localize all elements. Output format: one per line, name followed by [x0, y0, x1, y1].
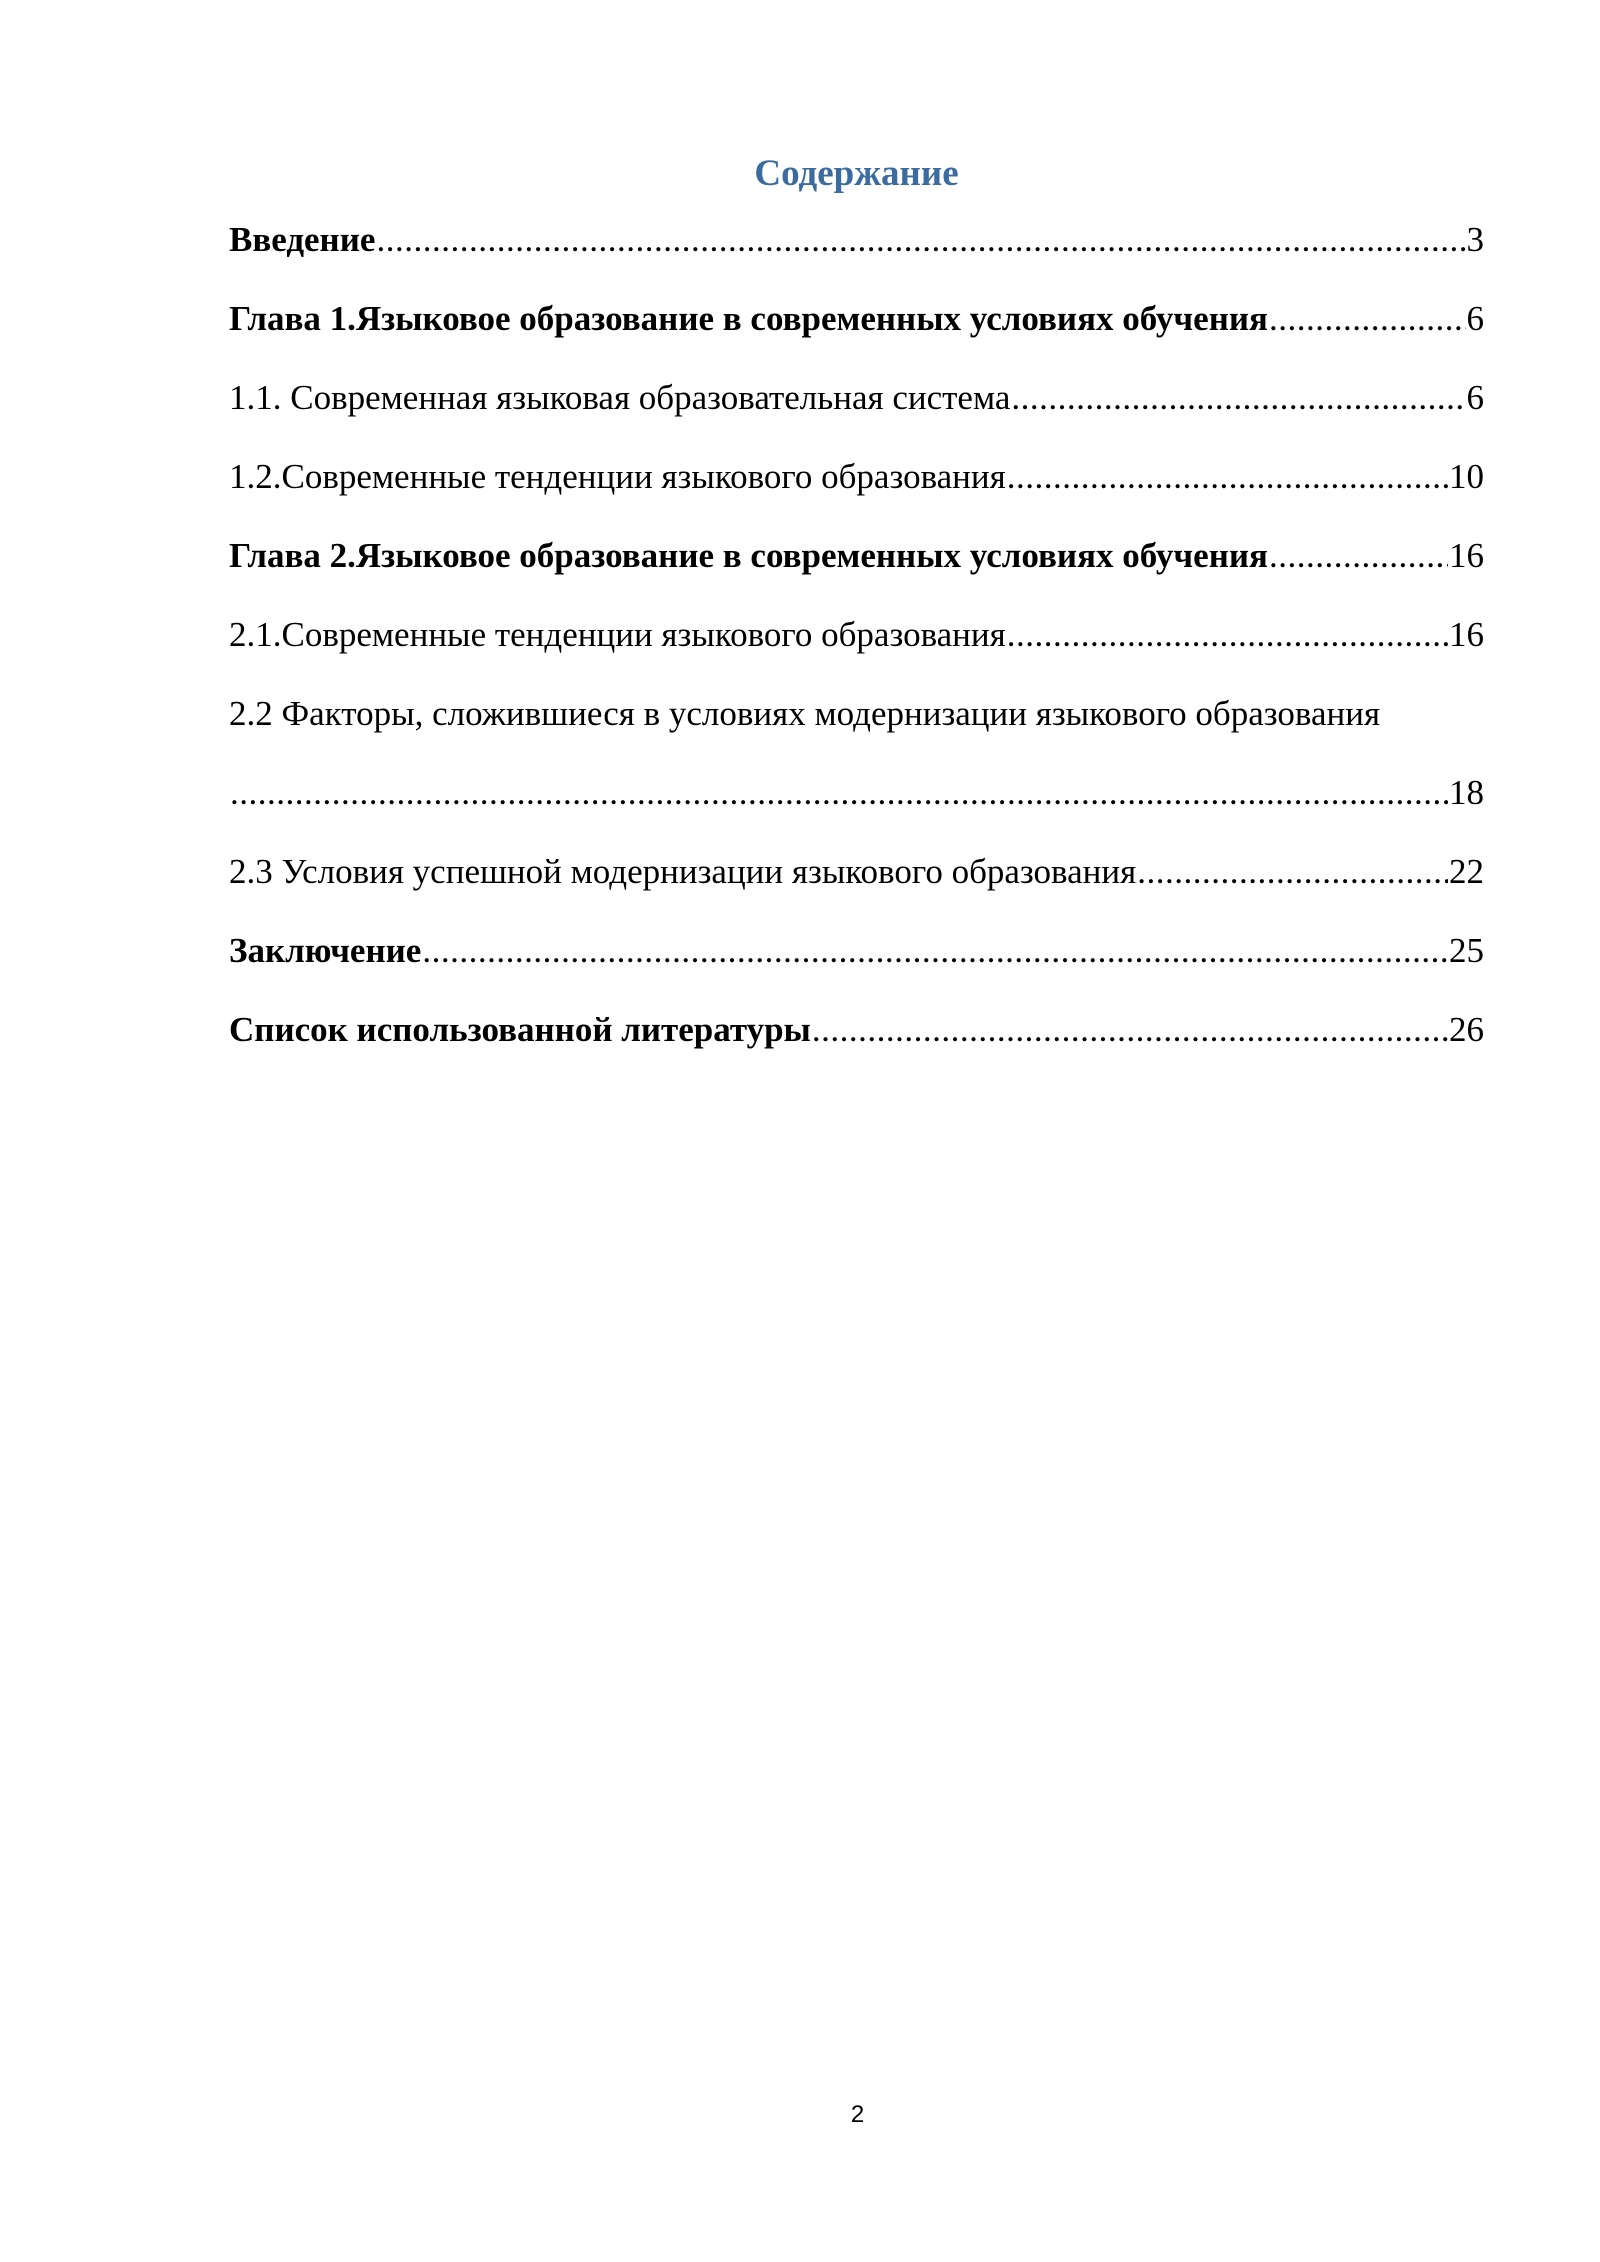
- toc-entry-section-2-2[interactable]: [229, 686, 1484, 844]
- table-of-contents: [229, 212, 1484, 1081]
- toc-entry-introduction[interactable]: [229, 212, 1484, 291]
- toc-entry-page: 6: [1466, 378, 1484, 417]
- toc-entry-title: Введение: [229, 220, 376, 259]
- page-number: 2: [850, 2101, 865, 2128]
- toc-entry-chapter-1[interactable]: [229, 291, 1484, 370]
- toc-entry-conclusion[interactable]: [229, 923, 1484, 1002]
- dot-leader: [1007, 607, 1448, 663]
- toc-entry-section-1-2[interactable]: [229, 449, 1484, 528]
- toc-entry-title: Глава 2.Языковое образование в современных условиях обучения: [229, 536, 1268, 575]
- toc-entry-title: 1.2.Современные тенденции языкового образования: [229, 457, 1006, 496]
- toc-entry-continuation: [229, 765, 1484, 844]
- toc-entry-page: 25: [1449, 931, 1484, 970]
- dot-leader: [1269, 528, 1448, 584]
- toc-entry-page: 16: [1449, 536, 1484, 575]
- toc-entry-section-2-1[interactable]: [229, 607, 1484, 686]
- toc-entry-title: 2.3 Условия успешной модернизации языкового образования: [229, 852, 1137, 891]
- toc-entry-title: 2.1.Современные тенденции языкового образования: [229, 615, 1006, 654]
- toc-entry-references[interactable]: [229, 1002, 1484, 1081]
- toc-entry-page: 22: [1449, 852, 1484, 891]
- toc-entry-title: Заключение: [229, 931, 422, 970]
- toc-entry-section-2-3[interactable]: [229, 844, 1484, 923]
- toc-entry-page: 3: [1466, 220, 1484, 259]
- dot-leader: [230, 765, 1448, 821]
- dot-leader: [1137, 844, 1448, 900]
- toc-entry-title: Глава 1.Языковое образование в современных условиях обучения: [229, 299, 1268, 338]
- toc-entry-title: 1.1. Современная языковая образовательная система: [229, 378, 1011, 417]
- toc-entry-section-1-1[interactable]: [229, 370, 1484, 449]
- dot-leader: [1007, 449, 1448, 505]
- dot-leader: [1011, 370, 1465, 426]
- toc-entry-title: Список использованной литературы: [229, 1010, 811, 1049]
- toc-entry-page: 18: [1449, 773, 1484, 812]
- toc-entry-page: 10: [1449, 457, 1484, 496]
- dot-leader: [422, 923, 1448, 979]
- toc-entry-chapter-2[interactable]: [229, 528, 1484, 607]
- toc-entry-page: 26: [1449, 1010, 1484, 1049]
- toc-entry-title: 2.2 Факторы, сложившиеся в условиях модернизации языкового образования: [229, 694, 1381, 733]
- dot-leader: [376, 212, 1465, 268]
- dot-leader: [1269, 291, 1466, 347]
- toc-entry-page: 6: [1466, 299, 1484, 338]
- toc-entry-page: 16: [1449, 615, 1484, 654]
- toc-heading: Содержание: [754, 153, 959, 194]
- dot-leader: [812, 1002, 1448, 1058]
